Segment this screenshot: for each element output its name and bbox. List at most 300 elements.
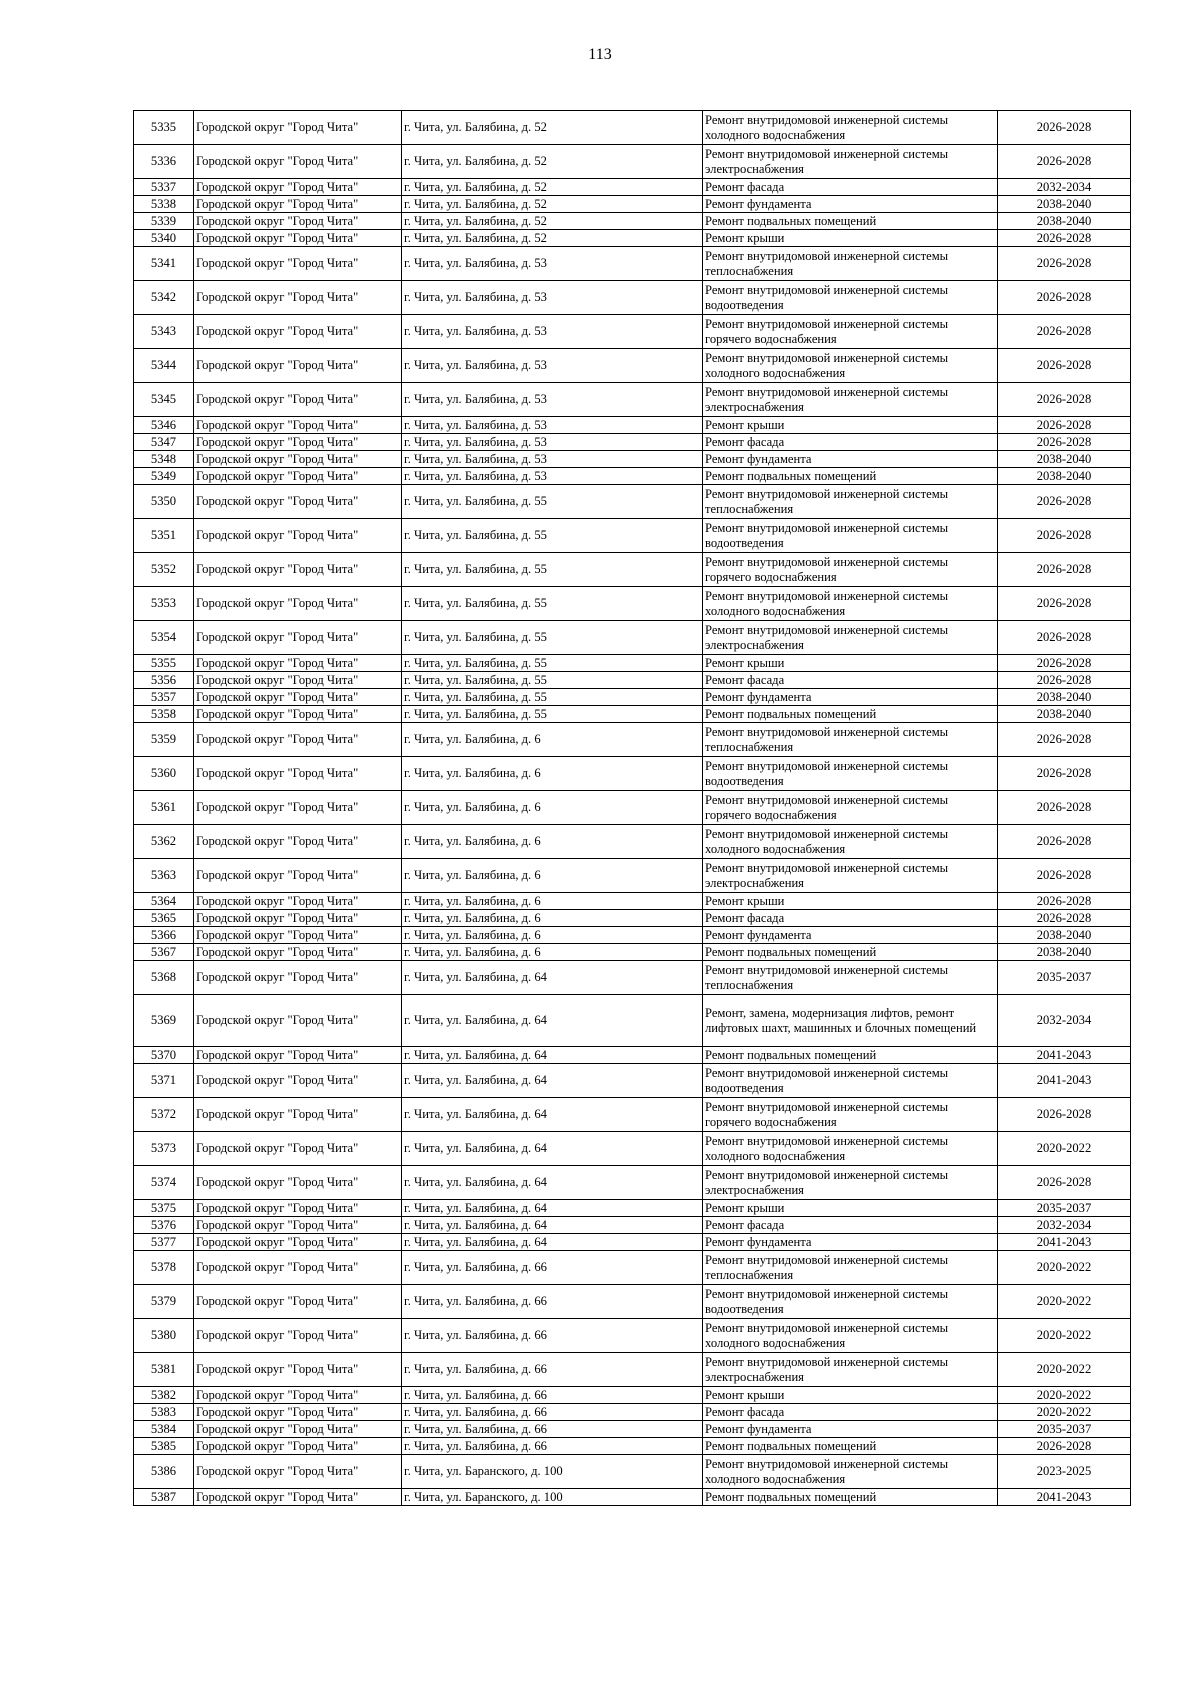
- address-cell: г. Чита, ул. Балябина, д. 52: [402, 196, 703, 213]
- row-number: 5382: [134, 1387, 194, 1404]
- address-cell: г. Чита, ул. Балябина, д. 64: [402, 1217, 703, 1234]
- municipality-cell: Городской округ "Город Чита": [194, 1438, 402, 1455]
- address-cell: г. Чита, ул. Балябина, д. 6: [402, 825, 703, 859]
- address-cell: г. Чита, ул. Балябина, д. 6: [402, 893, 703, 910]
- row-number: 5386: [134, 1455, 194, 1489]
- row-number: 5381: [134, 1353, 194, 1387]
- period-cell: 2020-2022: [998, 1285, 1131, 1319]
- address-cell: г. Чита, ул. Балябина, д. 52: [402, 213, 703, 230]
- municipality-cell: Городской округ "Город Чита": [194, 1285, 402, 1319]
- work-type-cell: Ремонт внутридомовой инженерной системы теплоснабжения: [703, 961, 998, 995]
- row-number: 5385: [134, 1438, 194, 1455]
- work-type-cell: Ремонт фасада: [703, 910, 998, 927]
- period-cell: 2026-2028: [998, 1438, 1131, 1455]
- work-type-cell: Ремонт внутридомовой инженерной системы электроснабжения: [703, 145, 998, 179]
- period-cell: 2026-2028: [998, 281, 1131, 315]
- period-cell: 2026-2028: [998, 519, 1131, 553]
- municipality-cell: Городской округ "Город Чита": [194, 213, 402, 230]
- table-row: [134, 196, 1131, 213]
- table-row: [134, 706, 1131, 723]
- municipality-cell: Городской округ "Город Чита": [194, 1132, 402, 1166]
- period-cell: 2038-2040: [998, 451, 1131, 468]
- municipality-cell: Городской округ "Город Чита": [194, 349, 402, 383]
- address-cell: г. Чита, ул. Балябина, д. 53: [402, 417, 703, 434]
- table-row: [134, 553, 1131, 587]
- address-cell: г. Чита, ул. Балябина, д. 64: [402, 1234, 703, 1251]
- address-cell: г. Чита, ул. Балябина, д. 52: [402, 179, 703, 196]
- address-cell: г. Чита, ул. Балябина, д. 66: [402, 1404, 703, 1421]
- address-cell: г. Чита, ул. Балябина, д. 6: [402, 757, 703, 791]
- period-cell: 2026-2028: [998, 621, 1131, 655]
- row-number: 5350: [134, 485, 194, 519]
- table-row: [134, 111, 1131, 145]
- municipality-cell: Городской округ "Город Чита": [194, 196, 402, 213]
- table-row: [134, 1421, 1131, 1438]
- table-row: [134, 995, 1131, 1047]
- table-row: [134, 1200, 1131, 1217]
- row-number: 5335: [134, 111, 194, 145]
- period-cell: 2035-2037: [998, 1200, 1131, 1217]
- table-row: [134, 587, 1131, 621]
- municipality-cell: Городской округ "Город Чита": [194, 1217, 402, 1234]
- municipality-cell: Городской округ "Город Чита": [194, 927, 402, 944]
- work-type-cell: Ремонт фасада: [703, 179, 998, 196]
- address-cell: г. Чита, ул. Балябина, д. 53: [402, 451, 703, 468]
- municipality-cell: Городской округ "Город Чита": [194, 417, 402, 434]
- municipality-cell: Городской округ "Город Чита": [194, 910, 402, 927]
- table-row: [134, 417, 1131, 434]
- row-number: 5368: [134, 961, 194, 995]
- municipality-cell: Городской округ "Город Чита": [194, 961, 402, 995]
- municipality-cell: Городской округ "Город Чита": [194, 706, 402, 723]
- table-row: [134, 1064, 1131, 1098]
- work-type-cell: Ремонт внутридомовой инженерной системы водоотведения: [703, 281, 998, 315]
- period-cell: 2026-2028: [998, 757, 1131, 791]
- period-cell: 2038-2040: [998, 196, 1131, 213]
- municipality-cell: Городской округ "Город Чита": [194, 944, 402, 961]
- row-number: 5377: [134, 1234, 194, 1251]
- row-number: 5353: [134, 587, 194, 621]
- address-cell: г. Чита, ул. Балябина, д. 66: [402, 1421, 703, 1438]
- municipality-cell: Городской округ "Город Чита": [194, 145, 402, 179]
- table-row: [134, 723, 1131, 757]
- address-cell: г. Чита, ул. Балябина, д. 6: [402, 944, 703, 961]
- work-type-cell: Ремонт подвальных помещений: [703, 1047, 998, 1064]
- address-cell: г. Чита, ул. Балябина, д. 53: [402, 315, 703, 349]
- row-number: 5361: [134, 791, 194, 825]
- work-type-cell: Ремонт внутридомовой инженерной системы теплоснабжения: [703, 723, 998, 757]
- period-cell: 2035-2037: [998, 1421, 1131, 1438]
- period-cell: 2026-2028: [998, 825, 1131, 859]
- work-type-cell: Ремонт фундамента: [703, 927, 998, 944]
- work-type-cell: Ремонт фасада: [703, 1217, 998, 1234]
- address-cell: г. Чита, ул. Балябина, д. 66: [402, 1285, 703, 1319]
- work-type-cell: Ремонт внутридомовой инженерной системы холодного водоснабжения: [703, 111, 998, 145]
- period-cell: 2038-2040: [998, 689, 1131, 706]
- address-cell: г. Чита, ул. Балябина, д. 55: [402, 672, 703, 689]
- row-number: 5383: [134, 1404, 194, 1421]
- work-type-cell: Ремонт внутридомовой инженерной системы холодного водоснабжения: [703, 587, 998, 621]
- address-cell: г. Чита, ул. Балябина, д. 64: [402, 1166, 703, 1200]
- table-row: [134, 1404, 1131, 1421]
- work-type-cell: Ремонт фундамента: [703, 1421, 998, 1438]
- address-cell: г. Чита, ул. Балябина, д. 6: [402, 791, 703, 825]
- table-row: [134, 519, 1131, 553]
- municipality-cell: Городской округ "Город Чита": [194, 995, 402, 1047]
- row-number: 5373: [134, 1132, 194, 1166]
- table-row: [134, 961, 1131, 995]
- period-cell: 2020-2022: [998, 1319, 1131, 1353]
- period-cell: 2026-2028: [998, 230, 1131, 247]
- table-row: [134, 468, 1131, 485]
- row-number: 5378: [134, 1251, 194, 1285]
- period-cell: 2026-2028: [998, 655, 1131, 672]
- municipality-cell: Городской округ "Город Чита": [194, 723, 402, 757]
- period-cell: 2020-2022: [998, 1132, 1131, 1166]
- row-number: 5387: [134, 1489, 194, 1506]
- municipality-cell: Городской округ "Город Чита": [194, 1251, 402, 1285]
- address-cell: г. Чита, ул. Балябина, д. 53: [402, 434, 703, 451]
- work-type-cell: Ремонт крыши: [703, 893, 998, 910]
- municipality-cell: Городской округ "Город Чита": [194, 791, 402, 825]
- table-row: [134, 893, 1131, 910]
- table-row: [134, 825, 1131, 859]
- table-row: [134, 672, 1131, 689]
- work-type-cell: Ремонт внутридомовой инженерной системы горячего водоснабжения: [703, 791, 998, 825]
- municipality-cell: Городской округ "Город Чита": [194, 247, 402, 281]
- municipality-cell: Городской округ "Город Чита": [194, 451, 402, 468]
- municipality-cell: Городской округ "Город Чита": [194, 1404, 402, 1421]
- period-cell: 2026-2028: [998, 893, 1131, 910]
- table-row: [134, 315, 1131, 349]
- address-cell: г. Чита, ул. Балябина, д. 55: [402, 587, 703, 621]
- period-cell: 2026-2028: [998, 247, 1131, 281]
- period-cell: 2026-2028: [998, 723, 1131, 757]
- period-cell: 2032-2034: [998, 179, 1131, 196]
- municipality-cell: Городской округ "Город Чита": [194, 1319, 402, 1353]
- row-number: 5355: [134, 655, 194, 672]
- row-number: 5338: [134, 196, 194, 213]
- row-number: 5371: [134, 1064, 194, 1098]
- table-row: [134, 1217, 1131, 1234]
- row-number: 5336: [134, 145, 194, 179]
- address-cell: г. Чита, ул. Балябина, д. 53: [402, 247, 703, 281]
- address-cell: г. Чита, ул. Балябина, д. 64: [402, 995, 703, 1047]
- period-cell: 2038-2040: [998, 213, 1131, 230]
- work-type-cell: Ремонт подвальных помещений: [703, 706, 998, 723]
- period-cell: 2026-2028: [998, 417, 1131, 434]
- row-number: 5352: [134, 553, 194, 587]
- row-number: 5359: [134, 723, 194, 757]
- work-type-cell: Ремонт фундамента: [703, 196, 998, 213]
- municipality-cell: Городской округ "Город Чита": [194, 434, 402, 451]
- address-cell: г. Чита, ул. Балябина, д. 55: [402, 655, 703, 672]
- municipality-cell: Городской округ "Город Чита": [194, 468, 402, 485]
- row-number: 5374: [134, 1166, 194, 1200]
- work-type-cell: Ремонт крыши: [703, 230, 998, 247]
- address-cell: г. Чита, ул. Балябина, д. 53: [402, 349, 703, 383]
- work-type-cell: Ремонт внутридомовой инженерной системы холодного водоснабжения: [703, 1132, 998, 1166]
- address-cell: г. Чита, ул. Балябина, д. 55: [402, 485, 703, 519]
- period-cell: 2026-2028: [998, 859, 1131, 893]
- address-cell: г. Чита, ул. Балябина, д. 66: [402, 1353, 703, 1387]
- table-row: [134, 1098, 1131, 1132]
- period-cell: 2020-2022: [998, 1387, 1131, 1404]
- address-cell: г. Чита, ул. Балябина, д. 52: [402, 145, 703, 179]
- row-number: 5342: [134, 281, 194, 315]
- row-number: 5357: [134, 689, 194, 706]
- address-cell: г. Чита, ул. Балябина, д. 55: [402, 706, 703, 723]
- municipality-cell: Городской округ "Город Чита": [194, 315, 402, 349]
- period-cell: 2032-2034: [998, 995, 1131, 1047]
- municipality-cell: Городской округ "Город Чита": [194, 1353, 402, 1387]
- row-number: 5372: [134, 1098, 194, 1132]
- address-cell: г. Чита, ул. Балябина, д. 66: [402, 1251, 703, 1285]
- municipality-cell: Городской округ "Город Чита": [194, 485, 402, 519]
- row-number: 5365: [134, 910, 194, 927]
- municipality-cell: Городской округ "Город Чита": [194, 587, 402, 621]
- municipality-cell: Городской округ "Город Чита": [194, 1387, 402, 1404]
- work-type-cell: Ремонт внутридомовой инженерной системы водоотведения: [703, 757, 998, 791]
- period-cell: 2032-2034: [998, 1217, 1131, 1234]
- address-cell: г. Чита, ул. Балябина, д. 55: [402, 621, 703, 655]
- municipality-cell: Городской округ "Город Чита": [194, 825, 402, 859]
- table-row: [134, 1285, 1131, 1319]
- row-number: 5337: [134, 179, 194, 196]
- work-type-cell: Ремонт крыши: [703, 417, 998, 434]
- table-row: [134, 349, 1131, 383]
- municipality-cell: Городской округ "Город Чита": [194, 1455, 402, 1489]
- municipality-cell: Городской округ "Город Чита": [194, 1200, 402, 1217]
- address-cell: г. Чита, ул. Балябина, д. 64: [402, 1047, 703, 1064]
- row-number: 5366: [134, 927, 194, 944]
- address-cell: г. Чита, ул. Баранского, д. 100: [402, 1489, 703, 1506]
- work-type-cell: Ремонт внутридомовой инженерной системы горячего водоснабжения: [703, 315, 998, 349]
- period-cell: 2026-2028: [998, 111, 1131, 145]
- repair-schedule-table: [133, 110, 1131, 1506]
- table-row: [134, 1132, 1131, 1166]
- row-number: 5367: [134, 944, 194, 961]
- municipality-cell: Городской округ "Город Чита": [194, 893, 402, 910]
- table-row: [134, 179, 1131, 196]
- address-cell: г. Чита, ул. Баранского, д. 100: [402, 1455, 703, 1489]
- table-row: [134, 383, 1131, 417]
- table-row: [134, 791, 1131, 825]
- row-number: 5358: [134, 706, 194, 723]
- municipality-cell: Городской округ "Город Чита": [194, 757, 402, 791]
- address-cell: г. Чита, ул. Балябина, д. 53: [402, 281, 703, 315]
- work-type-cell: Ремонт внутридомовой инженерной системы теплоснабжения: [703, 1251, 998, 1285]
- period-cell: 2038-2040: [998, 706, 1131, 723]
- table-row: [134, 1353, 1131, 1387]
- address-cell: г. Чита, ул. Балябина, д. 52: [402, 111, 703, 145]
- municipality-cell: Городской округ "Город Чита": [194, 1166, 402, 1200]
- work-type-cell: Ремонт подвальных помещений: [703, 944, 998, 961]
- address-cell: г. Чита, ул. Балябина, д. 6: [402, 723, 703, 757]
- period-cell: 2035-2037: [998, 961, 1131, 995]
- period-cell: 2026-2028: [998, 485, 1131, 519]
- table-row: [134, 213, 1131, 230]
- period-cell: 2026-2028: [998, 672, 1131, 689]
- work-type-cell: Ремонт внутридомовой инженерной системы электроснабжения: [703, 1353, 998, 1387]
- address-cell: г. Чита, ул. Балябина, д. 66: [402, 1387, 703, 1404]
- work-type-cell: Ремонт внутридомовой инженерной системы водоотведения: [703, 519, 998, 553]
- work-type-cell: Ремонт фундамента: [703, 451, 998, 468]
- period-cell: 2026-2028: [998, 383, 1131, 417]
- address-cell: г. Чита, ул. Балябина, д. 64: [402, 1064, 703, 1098]
- period-cell: 2020-2022: [998, 1353, 1131, 1387]
- municipality-cell: Городской округ "Город Чита": [194, 230, 402, 247]
- period-cell: 2038-2040: [998, 944, 1131, 961]
- work-type-cell: Ремонт подвальных помещений: [703, 213, 998, 230]
- row-number: 5362: [134, 825, 194, 859]
- table-row: [134, 230, 1131, 247]
- row-number: 5376: [134, 1217, 194, 1234]
- period-cell: 2041-2043: [998, 1064, 1131, 1098]
- address-cell: г. Чита, ул. Балябина, д. 66: [402, 1438, 703, 1455]
- work-type-cell: Ремонт внутридомовой инженерной системы теплоснабжения: [703, 247, 998, 281]
- table-row: [134, 1489, 1131, 1506]
- table-row: [134, 621, 1131, 655]
- municipality-cell: Городской округ "Город Чита": [194, 111, 402, 145]
- period-cell: 2020-2022: [998, 1404, 1131, 1421]
- municipality-cell: Городской округ "Город Чита": [194, 1421, 402, 1438]
- period-cell: 2041-2043: [998, 1047, 1131, 1064]
- work-type-cell: Ремонт подвальных помещений: [703, 1438, 998, 1455]
- work-type-cell: Ремонт внутридомовой инженерной системы электроснабжения: [703, 1166, 998, 1200]
- municipality-cell: Городской округ "Город Чита": [194, 281, 402, 315]
- period-cell: 2041-2043: [998, 1489, 1131, 1506]
- period-cell: 2038-2040: [998, 927, 1131, 944]
- table-row: [134, 145, 1131, 179]
- table-body: [134, 111, 1131, 1506]
- municipality-cell: Городской округ "Город Чита": [194, 1064, 402, 1098]
- address-cell: г. Чита, ул. Балябина, д. 64: [402, 1098, 703, 1132]
- work-type-cell: Ремонт фундамента: [703, 1234, 998, 1251]
- row-number: 5345: [134, 383, 194, 417]
- municipality-cell: Городской округ "Город Чита": [194, 621, 402, 655]
- work-type-cell: Ремонт внутридомовой инженерной системы электроснабжения: [703, 859, 998, 893]
- period-cell: 2026-2028: [998, 910, 1131, 927]
- municipality-cell: Городской округ "Город Чита": [194, 689, 402, 706]
- table-row: [134, 910, 1131, 927]
- table-row: [134, 689, 1131, 706]
- work-type-cell: Ремонт внутридомовой инженерной системы горячего водоснабжения: [703, 1098, 998, 1132]
- work-type-cell: Ремонт, замена, модернизация лифтов, ремонт лифтовых шахт, машинных и блочных помещений: [703, 995, 998, 1047]
- address-cell: г. Чита, ул. Балябина, д. 53: [402, 468, 703, 485]
- row-number: 5356: [134, 672, 194, 689]
- table-row: [134, 859, 1131, 893]
- work-type-cell: Ремонт внутридомовой инженерной системы холодного водоснабжения: [703, 1319, 998, 1353]
- table-row: [134, 434, 1131, 451]
- address-cell: г. Чита, ул. Балябина, д. 52: [402, 230, 703, 247]
- work-type-cell: Ремонт внутридомовой инженерной системы теплоснабжения: [703, 485, 998, 519]
- work-type-cell: Ремонт внутридомовой инженерной системы холодного водоснабжения: [703, 349, 998, 383]
- period-cell: 2041-2043: [998, 1234, 1131, 1251]
- work-type-cell: Ремонт подвальных помещений: [703, 468, 998, 485]
- period-cell: 2026-2028: [998, 434, 1131, 451]
- table-row: [134, 1047, 1131, 1064]
- municipality-cell: Городской округ "Город Чита": [194, 1489, 402, 1506]
- page-number: 113: [588, 46, 612, 63]
- work-type-cell: Ремонт фасада: [703, 434, 998, 451]
- municipality-cell: Городской округ "Город Чита": [194, 519, 402, 553]
- row-number: 5379: [134, 1285, 194, 1319]
- municipality-cell: Городской округ "Город Чита": [194, 1234, 402, 1251]
- municipality-cell: Городской округ "Город Чита": [194, 655, 402, 672]
- row-number: 5384: [134, 1421, 194, 1438]
- row-number: 5360: [134, 757, 194, 791]
- work-type-cell: Ремонт крыши: [703, 655, 998, 672]
- address-cell: г. Чита, ул. Балябина, д. 66: [402, 1319, 703, 1353]
- period-cell: 2026-2028: [998, 315, 1131, 349]
- address-cell: г. Чита, ул. Балябина, д. 55: [402, 519, 703, 553]
- row-number: 5364: [134, 893, 194, 910]
- address-cell: г. Чита, ул. Балябина, д. 6: [402, 859, 703, 893]
- address-cell: г. Чита, ул. Балябина, д. 6: [402, 910, 703, 927]
- period-cell: 2026-2028: [998, 587, 1131, 621]
- table-row: [134, 1319, 1131, 1353]
- row-number: 5347: [134, 434, 194, 451]
- row-number: 5348: [134, 451, 194, 468]
- work-type-cell: Ремонт фундамента: [703, 689, 998, 706]
- row-number: 5369: [134, 995, 194, 1047]
- table-row: [134, 1251, 1131, 1285]
- work-type-cell: Ремонт подвальных помещений: [703, 1489, 998, 1506]
- municipality-cell: Городской округ "Город Чита": [194, 672, 402, 689]
- table-row: [134, 485, 1131, 519]
- period-cell: 2023-2025: [998, 1455, 1131, 1489]
- work-type-cell: Ремонт внутридомовой инженерной системы электроснабжения: [703, 383, 998, 417]
- address-cell: г. Чита, ул. Балябина, д. 64: [402, 1200, 703, 1217]
- table-row: [134, 1438, 1131, 1455]
- row-number: 5349: [134, 468, 194, 485]
- work-type-cell: Ремонт внутридомовой инженерной системы водоотведения: [703, 1064, 998, 1098]
- municipality-cell: Городской округ "Город Чита": [194, 859, 402, 893]
- municipality-cell: Городской округ "Город Чита": [194, 383, 402, 417]
- table-row: [134, 1166, 1131, 1200]
- table-row: [134, 655, 1131, 672]
- period-cell: 2026-2028: [998, 145, 1131, 179]
- table-row: [134, 1387, 1131, 1404]
- municipality-cell: Городской округ "Город Чита": [194, 1047, 402, 1064]
- period-cell: 2026-2028: [998, 553, 1131, 587]
- municipality-cell: Городской округ "Город Чита": [194, 1098, 402, 1132]
- address-cell: г. Чита, ул. Балябина, д. 55: [402, 553, 703, 587]
- table-row: [134, 281, 1131, 315]
- period-cell: 2026-2028: [998, 791, 1131, 825]
- period-cell: 2026-2028: [998, 349, 1131, 383]
- work-type-cell: Ремонт внутридомовой инженерной системы холодного водоснабжения: [703, 1455, 998, 1489]
- table-row: [134, 757, 1131, 791]
- address-cell: г. Чита, ул. Балябина, д. 6: [402, 927, 703, 944]
- table-row: [134, 1455, 1131, 1489]
- row-number: 5351: [134, 519, 194, 553]
- work-type-cell: Ремонт крыши: [703, 1387, 998, 1404]
- work-type-cell: Ремонт крыши: [703, 1200, 998, 1217]
- work-type-cell: Ремонт внутридомовой инженерной системы водоотведения: [703, 1285, 998, 1319]
- row-number: 5370: [134, 1047, 194, 1064]
- row-number: 5339: [134, 213, 194, 230]
- period-cell: 2026-2028: [998, 1098, 1131, 1132]
- table-row: [134, 1234, 1131, 1251]
- address-cell: г. Чита, ул. Балябина, д. 64: [402, 961, 703, 995]
- period-cell: 2038-2040: [998, 468, 1131, 485]
- work-type-cell: Ремонт внутридомовой инженерной системы электроснабжения: [703, 621, 998, 655]
- work-type-cell: Ремонт внутридомовой инженерной системы горячего водоснабжения: [703, 553, 998, 587]
- row-number: 5346: [134, 417, 194, 434]
- table-row: [134, 451, 1131, 468]
